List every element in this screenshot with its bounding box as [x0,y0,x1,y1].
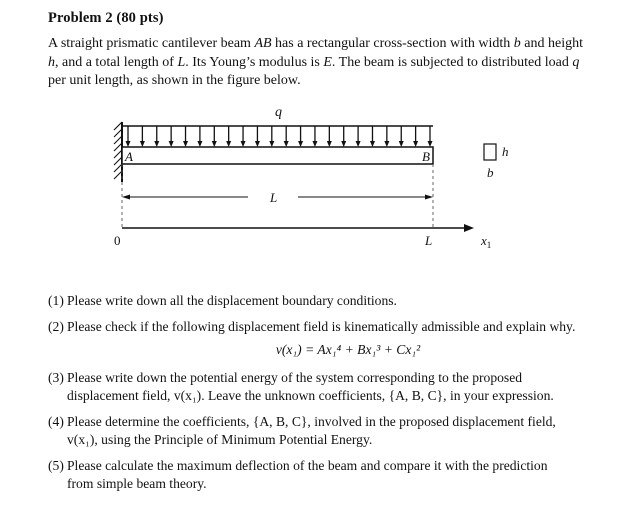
load-label-q: q [275,105,282,120]
load-arrowhead [384,141,389,147]
wall-hatching [114,122,122,179]
question-2: (2) Please check if the following displacement field is kinematically admissible and explain why. [48,318,576,334]
load-arrowhead [241,141,246,147]
load-arrowhead [126,141,131,147]
length-arrowhead-right [425,195,433,200]
statement-line-3: per unit length, as shown in the figure below. [48,73,301,88]
load-arrowhead [298,141,303,147]
question-4: (4) Please determine the coefficients, {A, B, C}, involved in the proposed displacement field, v(x₁), using the Principle of Minimum Potential Energy. [48,413,556,447]
distributed-load-arrows [126,126,433,147]
load-arrowhead [327,141,332,147]
load-arrowhead [226,141,231,147]
beam-figure [100,100,520,260]
statement-line-1: A straight prismatic cantilever beam AB has a rectangular cross-section with width b and height [48,36,583,51]
problem-title: Problem 2 (80 pts) [48,10,164,26]
load-arrowhead [183,141,188,147]
cross-section-label-h: h [502,144,509,159]
load-arrowhead [154,141,159,147]
load-arrowhead [140,141,145,147]
question-3: (3) Please write down the potential energy of the system corresponding to the proposed displacement field, v(x₁). Leave the unknown coefficients, {A, B, C}, in your expression. [48,369,554,403]
end-label-b: B [422,149,430,164]
displacement-field-equation: v(x₁) = Ax₁⁴ + Bx₁³ + Cx₁² [275,342,421,357]
question-1: (1) Please write down all the displacement boundary conditions. [48,293,397,308]
load-arrowhead [312,141,317,147]
load-arrowhead [399,141,404,147]
load-arrowhead [428,141,433,147]
load-arrowhead [341,141,346,147]
load-arrowhead [169,141,174,147]
load-arrowhead [370,141,375,147]
question-list [48,292,608,501]
end-label-a: A [125,149,133,164]
load-arrowhead [356,141,361,147]
axis-origin-label: 0 [114,233,121,248]
question-5: (5) Please calculate the maximum deflection of the beam and compare it with the prediction from simple beam theory. [48,457,548,491]
cross-section-rect [484,144,496,160]
load-arrowhead [212,141,217,147]
load-arrowhead [255,141,260,147]
load-arrowhead [413,141,418,147]
length-label: L [270,190,278,205]
axis-label-x1: $x_1$ [481,233,492,250]
cross-section-label-b: b [487,165,494,180]
statement-line-2: h, and a total length of L. Its Young’s modulus is E. The beam is subjected to distributed load q [48,54,580,70]
load-arrowhead [269,141,274,147]
axis-end-label: L [425,233,433,248]
length-arrowhead-left [122,195,130,200]
load-arrowhead [284,141,289,147]
load-arrowhead [197,141,202,147]
problem-statement [48,35,593,91]
x1-axis-arrowhead [464,224,474,232]
beam [122,147,433,164]
